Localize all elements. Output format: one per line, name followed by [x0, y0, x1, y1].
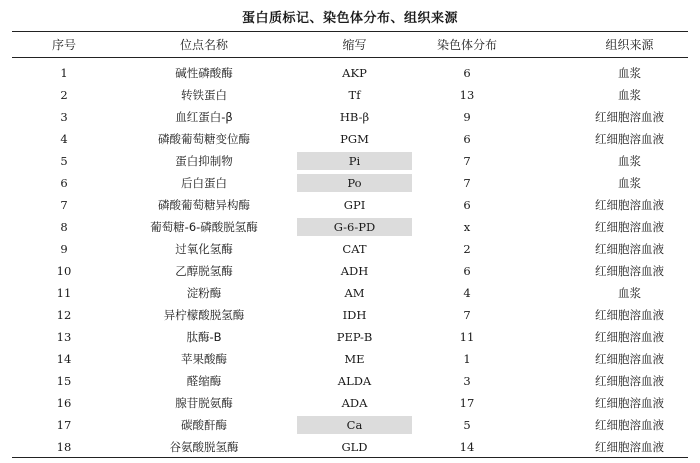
cell-num: 12: [56, 308, 72, 322]
abbr-value: ME: [344, 352, 365, 366]
cell-num: 6: [60, 176, 68, 190]
cell-source: 红细胞溶血液: [595, 396, 664, 410]
table-row: [12, 62, 688, 84]
cell-num: 16: [56, 396, 72, 410]
cell-source: 红细胞溶血液: [595, 308, 664, 322]
cell-name: 谷氨酸脱氢酶: [169, 440, 239, 454]
cell-num: 14: [56, 352, 72, 366]
cell-abbr: [297, 370, 412, 392]
cell-name: 葡萄糖-6-磷酸脱氢酶: [150, 220, 258, 234]
cell-chrom: 6: [463, 198, 471, 212]
cell-abbr: [297, 304, 412, 326]
cell-chrom: 13: [459, 88, 475, 102]
cell-chrom: 7: [463, 154, 471, 168]
cell-chrom: 6: [463, 66, 471, 80]
cell-name: 蛋白抑制物: [175, 154, 233, 168]
cell-source: 红细胞溶血液: [595, 440, 664, 454]
cell-abbr: [297, 414, 412, 436]
cell-chrom: 7: [463, 308, 471, 322]
table-row: [12, 348, 688, 370]
table-row: [12, 84, 688, 106]
abbr-value: ADA: [341, 396, 368, 410]
cell-abbr: [297, 84, 412, 106]
cell-chrom: 14: [459, 440, 475, 454]
cell-abbr: [297, 326, 412, 348]
cell-name: 磷酸葡萄糖变位酶: [158, 132, 250, 146]
cell-chrom: 7: [463, 176, 471, 190]
table-row: [12, 326, 688, 348]
abbr-value: ADH: [340, 264, 369, 278]
cell-num: 5: [60, 154, 68, 168]
table-row: [12, 282, 688, 304]
cell-source: 血浆: [618, 88, 641, 102]
cell-source: 红细胞溶血液: [595, 242, 664, 256]
cell-chrom: 3: [463, 374, 471, 388]
table-row: [12, 216, 688, 238]
cell-source: 血浆: [618, 154, 641, 168]
cell-abbr: [297, 260, 412, 282]
cell-abbr: [297, 436, 412, 458]
cell-source: 红细胞溶血液: [595, 418, 664, 432]
abbr-value: Pi: [297, 152, 412, 170]
table-title: 蛋白质标记、染色体分布、组织来源: [241, 11, 458, 26]
cell-source: 红细胞溶血液: [595, 110, 664, 124]
cell-num: 10: [56, 264, 72, 278]
cell-num: 1: [60, 66, 68, 80]
cell-name: 后白蛋白: [181, 176, 227, 190]
table-row: [12, 304, 688, 326]
cell-name: 磷酸葡萄糖异构酶: [158, 198, 250, 212]
abbr-value: IDH: [342, 308, 367, 322]
table-header-row: [12, 34, 688, 56]
header-source: 组织来源: [605, 38, 654, 52]
cell-chrom: 4: [463, 286, 471, 300]
cell-name: 苹果酸酶: [181, 352, 227, 366]
cell-source: 红细胞溶血液: [595, 352, 664, 366]
abbr-value: GPI: [343, 198, 366, 212]
abbr-value: PGM: [340, 132, 369, 146]
cell-source: 血浆: [618, 66, 641, 80]
abbr-value: HB-β: [339, 110, 370, 124]
cell-name: 淀粉酶: [186, 286, 222, 300]
abbr-value: Tf: [348, 88, 361, 102]
cell-source: 血浆: [618, 286, 641, 300]
table-row: [12, 436, 688, 458]
abbr-value: ALDA: [337, 374, 372, 388]
cell-source: 红细胞溶血液: [595, 198, 664, 212]
abbr-value: AKP: [342, 66, 367, 80]
cell-num: 8: [60, 220, 68, 234]
cell-name: 碱性磷酸酶: [175, 66, 233, 80]
cell-abbr: [297, 128, 412, 150]
cell-num: 17: [56, 418, 72, 432]
table-top-rule: [12, 31, 688, 32]
cell-chrom: 2: [463, 242, 471, 256]
cell-name: 碳酸酐酶: [181, 418, 227, 432]
cell-source: 红细胞溶血液: [595, 374, 664, 388]
table-row: [12, 392, 688, 414]
cell-chrom: 9: [463, 110, 471, 124]
table-row: [12, 370, 688, 392]
table-row: [12, 238, 688, 260]
cell-abbr: [297, 172, 412, 194]
table-row: [12, 172, 688, 194]
cell-name: 腺苷脱氨酶: [175, 396, 233, 410]
table-row: [12, 260, 688, 282]
cell-abbr: [297, 282, 412, 304]
cell-source: 红细胞溶血液: [595, 264, 664, 278]
table-row: [12, 106, 688, 128]
cell-num: 15: [56, 374, 72, 388]
cell-name: 血红蛋白-β: [175, 110, 233, 124]
abbr-value: AM: [344, 286, 365, 300]
cell-num: 7: [60, 198, 68, 212]
abbr-value: G-6-PD: [297, 218, 412, 236]
cell-chrom: 17: [459, 396, 475, 410]
cell-chrom: 6: [463, 264, 471, 278]
abbr-value: GLD: [341, 440, 368, 454]
header-abbr: 缩写: [342, 38, 367, 52]
cell-abbr: [297, 348, 412, 370]
cell-source: 红细胞溶血液: [595, 132, 664, 146]
cell-abbr: [297, 150, 412, 172]
cell-num: 3: [60, 110, 68, 124]
cell-chrom: 1: [463, 352, 471, 366]
cell-source: 红细胞溶血液: [595, 220, 664, 234]
abbr-value: Ca: [297, 416, 412, 434]
cell-chrom: 11: [459, 330, 475, 344]
cell-abbr: [297, 392, 412, 414]
cell-num: 2: [60, 88, 68, 102]
header-num: 序号: [51, 38, 76, 52]
abbr-value: Po: [297, 174, 412, 192]
cell-chrom: x: [463, 220, 471, 234]
cell-abbr: [297, 106, 412, 128]
cell-chrom: 6: [463, 132, 471, 146]
cell-num: 13: [56, 330, 72, 344]
cell-abbr: [297, 216, 412, 238]
cell-chrom: 5: [463, 418, 471, 432]
table-row: [12, 128, 688, 150]
cell-name: 异柠檬酸脱氢酶: [163, 308, 245, 322]
table-row: [12, 150, 688, 172]
cell-name: 醛缩酶: [186, 374, 222, 388]
cell-abbr: [297, 238, 412, 260]
table-row: [12, 194, 688, 216]
cell-source: 红细胞溶血液: [595, 330, 664, 344]
cell-name: 转铁蛋白: [181, 88, 227, 102]
abbr-value: CAT: [342, 242, 367, 256]
table-header-rule: [12, 57, 688, 58]
cell-abbr: [297, 194, 412, 216]
cell-num: 18: [56, 440, 72, 454]
cell-name: 乙醇脱氢酶: [175, 264, 233, 278]
header-name: 位点名称: [179, 38, 228, 52]
abbr-value: PEP-B: [336, 330, 373, 344]
header-chrom: 染色体分布: [436, 38, 497, 52]
table-row: [12, 414, 688, 436]
cell-name: 肽酶-B: [186, 330, 222, 344]
cell-num: 11: [56, 286, 72, 300]
cell-name: 过氧化氢酶: [175, 242, 233, 256]
cell-num: 9: [60, 242, 68, 256]
cell-source: 血浆: [618, 176, 641, 190]
cell-num: 4: [60, 132, 68, 146]
table-bottom-rule: [12, 457, 688, 458]
cell-abbr: [297, 62, 412, 84]
